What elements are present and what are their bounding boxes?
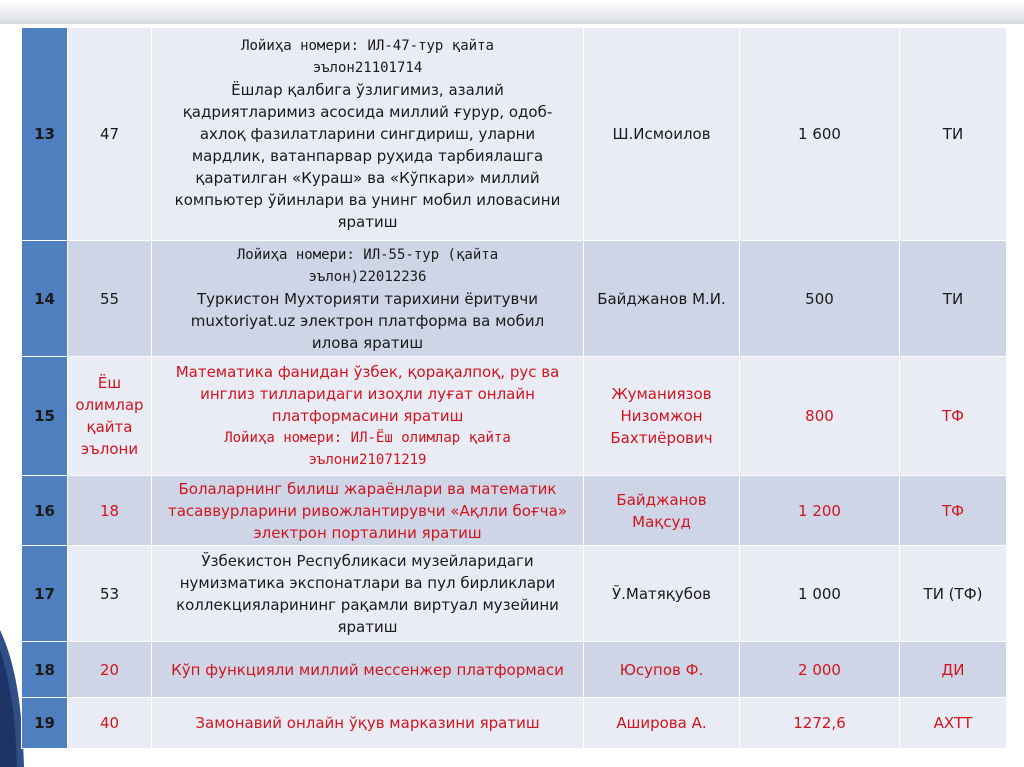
title-line: қадриятларимиз асосида миллий ғурур, одоб- [182, 103, 553, 121]
status-code: ТИ (ТФ) [900, 546, 1007, 642]
project-title [152, 698, 584, 749]
project-code: 40 [68, 698, 152, 749]
project-code: 20 [68, 642, 152, 698]
amount: 2 000 [740, 642, 900, 698]
project-code: 55 [68, 241, 152, 357]
title-line: Ёшлар қалбига ўзлигимиз, азалий [231, 81, 504, 99]
projects-table [21, 27, 1007, 749]
project-code: 53 [68, 546, 152, 642]
title-line: электрон порталини яратиш [253, 523, 482, 542]
table-row [22, 546, 1007, 642]
title-line: нумизматика экспонатлари ва пул бирликлари [179, 573, 556, 592]
status-code: ТФ [900, 476, 1007, 546]
title-line: Кўп функцияли миллий мессенжер платформаси [171, 660, 564, 679]
status-code: АХТТ [900, 698, 1007, 749]
row-number: 19 [22, 698, 68, 749]
title-line: компьютер ўйинлари ва унинг мобил иловасини [174, 191, 561, 209]
title-line: коллекцияларининг рақамли виртуал музейини [176, 595, 559, 614]
title-line: Болаларнинг билиш жараёнлари ва математик [178, 479, 557, 498]
row-number: 18 [22, 642, 68, 698]
title-line: Замонавий онлайн ўқув марказини яратиш [195, 714, 540, 732]
project-title [152, 241, 584, 357]
title-line: эълон21101714 [312, 60, 423, 76]
title-line: Лойиҳа номери: ИЛ-47-тур қайта [241, 38, 494, 54]
project-code: Ёш олимлар қайта эълони [68, 357, 152, 476]
row-number: 17 [22, 546, 68, 642]
title-line: Ўзбекистон Республикаси музейларидаги [201, 551, 534, 570]
amount: 1 600 [740, 28, 900, 241]
author: Ш.Исмоилов [584, 28, 740, 241]
title-line: илова яратиш [311, 333, 424, 352]
top-decorative-bar [0, 0, 1024, 24]
title-line: яратиш [337, 617, 398, 636]
project-title [152, 28, 584, 241]
title-line: эълони21071219 [308, 452, 427, 468]
project-title [152, 546, 584, 642]
table-row [22, 642, 1007, 698]
status-code: ДИ [900, 642, 1007, 698]
amount: 1272,6 [740, 698, 900, 749]
project-title [152, 476, 584, 546]
title-line: платформасини яратиш [271, 407, 464, 425]
table-row [22, 241, 1007, 357]
project-code: 18 [68, 476, 152, 546]
table-row [22, 698, 1007, 749]
status-code: ТИ [900, 28, 1007, 241]
title-line: Туркистон Мухторияти тарихини ёритувчи [197, 289, 538, 308]
title-line: Математика фанидан ўзбек, қорақалпоқ, рус ва [175, 363, 560, 381]
table-row [22, 476, 1007, 546]
author: Байджанов М.И. [584, 241, 740, 357]
row-number: 13 [22, 28, 68, 241]
amount: 1 000 [740, 546, 900, 642]
amount: 500 [740, 241, 900, 357]
title-line: мардлик, ватанпарвар руҳида тарбиялашга [191, 147, 544, 165]
status-code: ТФ [900, 357, 1007, 476]
author: Юсупов Ф. [584, 642, 740, 698]
title-line: muxtoriyat.uz электрон платформа ва мобил [190, 311, 545, 330]
project-title [152, 357, 584, 476]
project-title [152, 642, 584, 698]
row-number: 14 [22, 241, 68, 357]
amount: 1 200 [740, 476, 900, 546]
row-number: 16 [22, 476, 68, 546]
status-code: ТИ [900, 241, 1007, 357]
amount: 800 [740, 357, 900, 476]
project-code: 47 [68, 28, 152, 241]
author: Жуманиязов Низомжон Бахтиёрович [584, 357, 740, 476]
table-row [22, 357, 1007, 476]
table-row [22, 28, 1007, 241]
title-line: ахлоқ фазилатларини сингдириш, уларни [199, 125, 536, 143]
title-line: инглиз тилларидаги изоҳли луғат онлайн [200, 385, 535, 403]
title-line: тасаввурларини ривожлантирувчи «Ақлли боғча» [167, 501, 568, 520]
title-line: қаратилган «Кураш» ва «Кўпкари» миллий [195, 169, 540, 187]
title-line: Лойиҳа номери: ИЛ-Ёш олимлар қайта [224, 430, 511, 446]
author: Байджанов Мақсуд [584, 476, 740, 546]
author: Аширова А. [584, 698, 740, 749]
title-line: эълон)22012236 [308, 268, 427, 285]
row-number: 15 [22, 357, 68, 476]
author: Ў.Матяқубов [584, 546, 740, 642]
title-line: яратиш [337, 213, 398, 231]
title-line: Лойиҳа номери: ИЛ-55-тур (қайта [236, 246, 499, 263]
